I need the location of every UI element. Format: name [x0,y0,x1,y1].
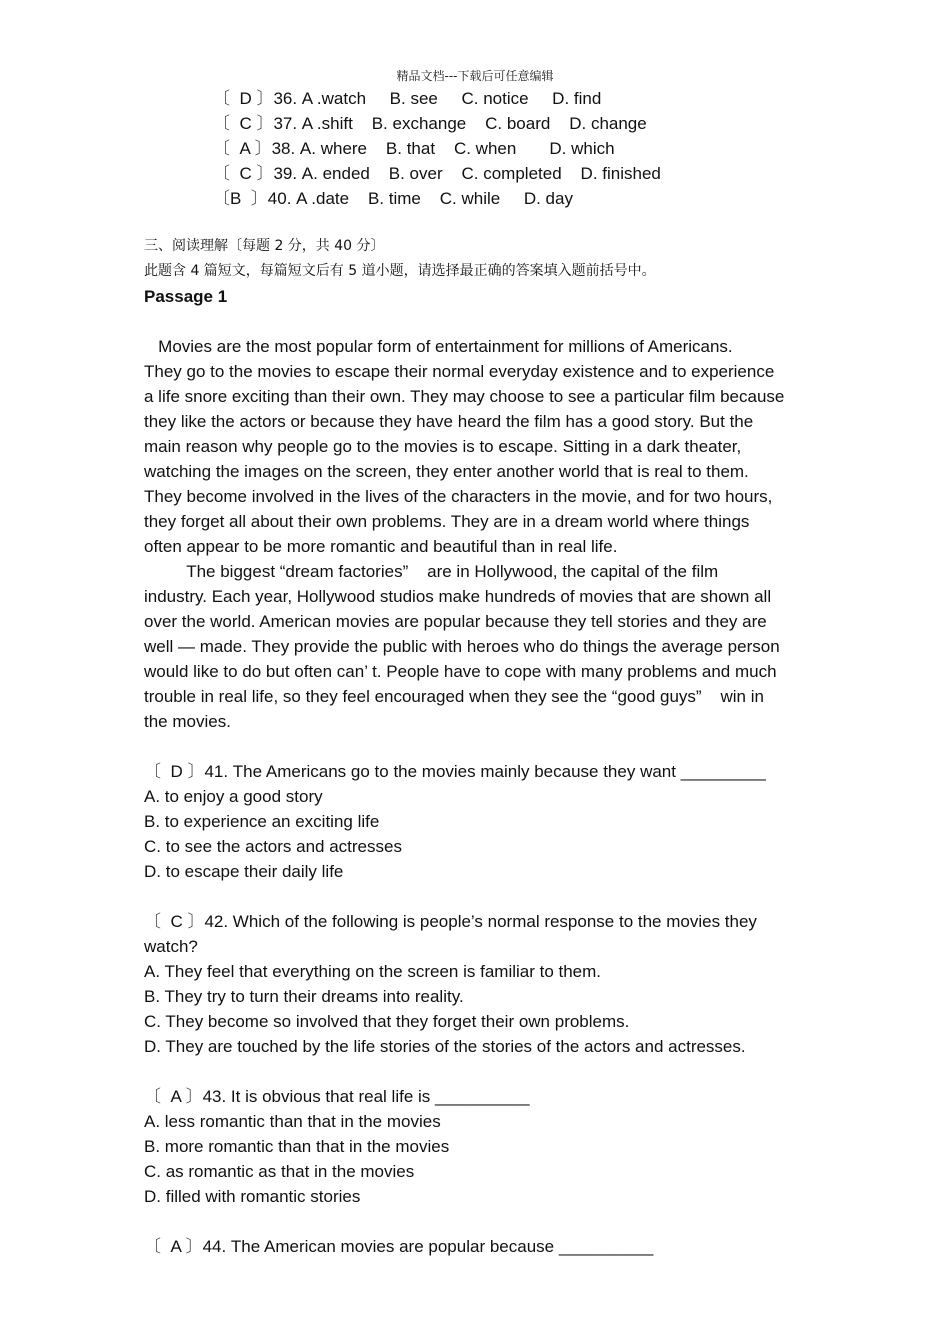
answer-option: A. They feel that everything on the screen is familiar to them. [144,962,602,981]
passage-line: industry. Each year, Hollywood studios make hundreds of movies that are shown all [144,587,772,606]
passage-line: would like to do but often can’ t. People have to cope with many problems and much [144,662,777,681]
mc-row: 〔 A 〕38. A. where B. that C. when D. which [213,139,615,158]
question-stem: 〔 D 〕41. The Americans go to the movies mainly because they want _________ [144,762,766,781]
passage-line: The biggest “dream factories” are in Hollywood, the capital of the film [144,562,719,581]
question-stem: 〔 A 〕44. The American movies are popular because __________ [144,1237,654,1256]
answer-option: A. less romantic than that in the movies [144,1112,441,1131]
section-title: 三、阅读理解〔每题 2 分，共 40 分〕 [144,238,385,254]
answer-option: B. They try to turn their dreams into reality. [144,987,464,1006]
passage-line: Movies are the most popular form of entertainment for millions of Americans. [144,337,733,356]
passage-line: they like the actors or because they have heard the film has a good story. But the [144,412,754,431]
passage-line: trouble in real life, so they feel encouraged when they see the “good guys” win in [144,687,764,706]
question-43 [144,1084,814,1209]
passage-line: well — made. They provide the public with heroes who do things the average person [144,637,780,656]
answer-option: C. to see the actors and actresses [144,837,402,856]
passage-body [144,334,814,734]
mc-row: 〔 D 〕36. A .watch B. see C. notice D. find [213,89,602,108]
section-description: 此题含 4 篇短文，每篇短文后有 5 道小题，请选择最正确的答案填入题前括号中。 [144,263,656,279]
question-stem: 〔 A 〕43. It is obvious that real life is __________ [144,1087,530,1106]
answer-option: C. They become so involved that they forget their own problems. [144,1012,630,1031]
answer-option: D. to escape their daily life [144,862,344,881]
passage-line: they forget all about their own problems. They are in a dream world where things [144,512,750,531]
page-header: 精品文档---下载后可任意编辑 [396,69,554,83]
mc-row: 〔B 〕40. A .date B. time C. while D. day [213,189,573,208]
question-stem: 〔 C 〕42. Which of the following is people’s normal response to the movies they [144,912,757,931]
passage-line: watching the images on the screen, they enter another world that is real to them. [144,462,749,481]
answer-option: C. as romantic as that in the movies [144,1162,415,1181]
passage-line: main reason why people go to the movies is to escape. Sitting in a dark theater, [144,437,742,456]
answer-option: D. They are touched by the life stories of the stories of the actors and actresses. [144,1037,746,1056]
passage-line: over the world. American movies are popular because they tell stories and they are [144,612,767,631]
reading-section [144,234,814,1259]
question-42 [144,909,814,1059]
question-stem: watch? [144,937,198,956]
answer-option: D. filled with romantic stories [144,1187,361,1206]
passage-line: a life snore exciting than their own. They may choose to see a particular film because [144,387,785,406]
passage-line: They go to the movies to escape their normal everyday existence and to experience [144,362,775,381]
passage-line: They become involved in the lives of the characters in the movie, and for two hours, [144,487,773,506]
question-44 [144,1234,814,1259]
answer-option: A. to enjoy a good story [144,787,323,806]
passage-title: Passage 1 [144,287,228,306]
answer-option: B. to experience an exciting life [144,812,380,831]
passage-line: often appear to be more romantic and beautiful than in real life. [144,537,618,556]
answer-option: B. more romantic than that in the movies [144,1137,450,1156]
mc-row: 〔 C 〕37. A .shift B. exchange C. board D. change [213,114,647,133]
passage-line: the movies. [144,712,231,731]
mc-row: 〔 C 〕39. A. ended B. over C. completed D. finished [213,164,661,183]
question-41 [144,759,814,884]
multiple-choice-answers [213,86,661,211]
